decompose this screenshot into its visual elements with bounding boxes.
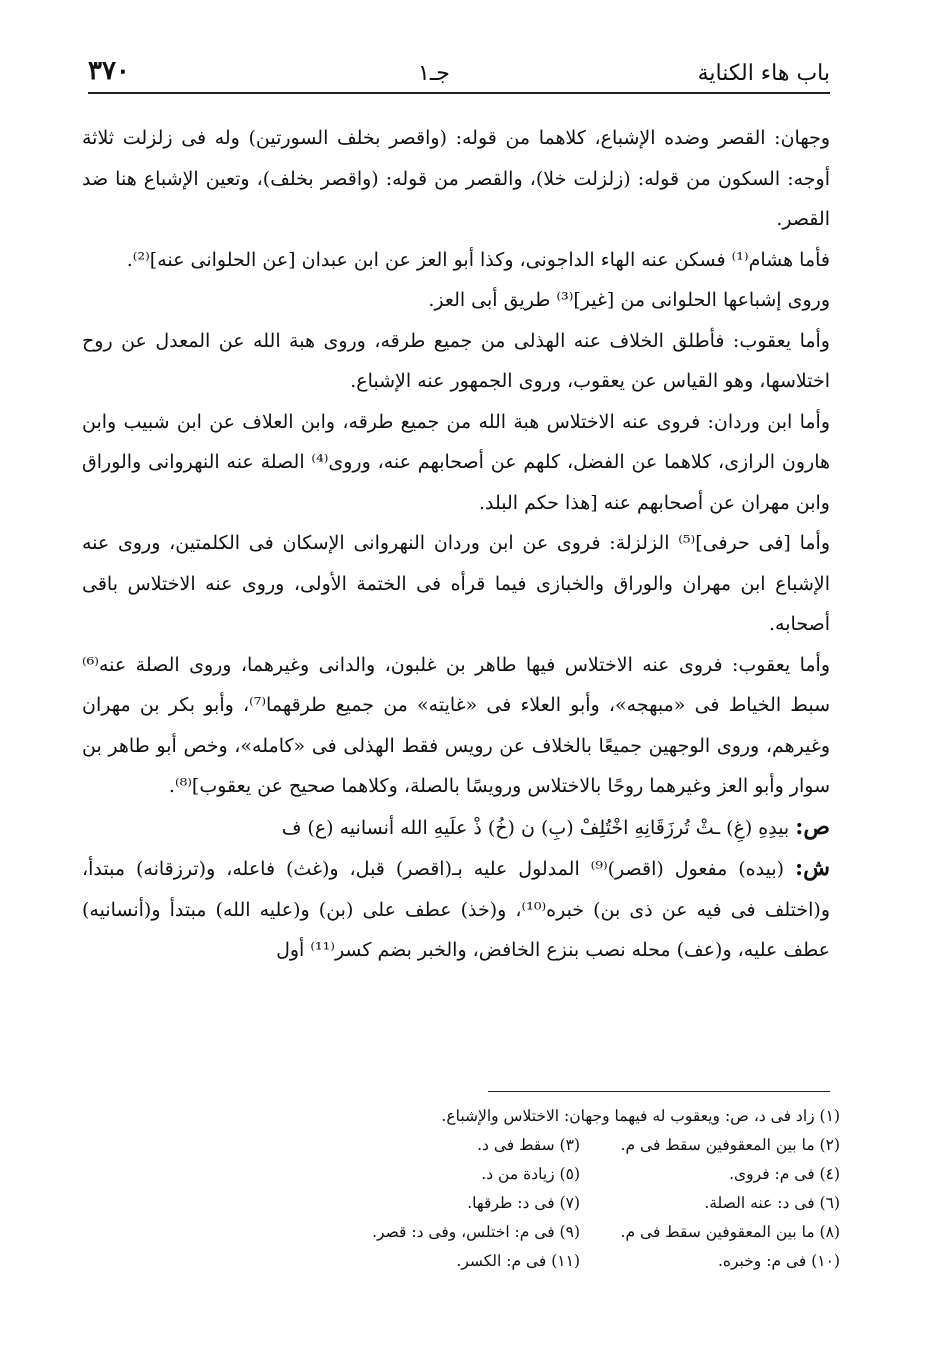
chapter-title: باب هاء الكناية [697,61,830,86]
footnote-divider [488,1091,830,1092]
footnote: (١٠) فى م: وخبره. [717,1252,840,1270]
footnote-row [150,1218,840,1247]
footnote: (٩) فى م: اختلس، وفى د: قصر. [372,1223,580,1241]
sharh-tag: ش: [795,855,830,881]
paragraph: وأما ابن وردان: فروى عنه الاختلاس هبة الله من جميع طرقه، وابن العلاف عن ابن شبيب وابن هارون الرازى، كلاهما عن الفضل، كلهم عن أصحابهم عنه، وروى⁽⁴⁾ الصلة عنه النهروانى والوراق وابن مهران عن أصحابهم عنه [هذا حكم البلد. [82,410,830,514]
paragraph: فأما هشام⁽¹⁾ فسكن عنه الهاء الداجونى، وكذا أبو العز عن ابن عبدان [عن الحلوانى عنه]⁽²⁾. [126,248,830,271]
paragraph: وجهان: القصر وضده الإشباع، كلاهما من قوله: (واقصر بخلف السورتين) وله فى زلزلت ثلاثة أوجه: السكون من قوله: (زلزلت خلا)، والقصر من قوله: (واقصر بخلف)، وتعين الإشباع هنا ضد القصر. [82,127,830,230]
page-header [88,56,830,94]
volume-label: جـ١ [418,61,450,86]
matn-verse [82,807,830,849]
footnotes [150,1102,840,1282]
paragraph: وأما يعقوب: فروى عنه الاختلاس فيها طاهر بن غلبون، والدانى وغيرهما، وروى الصلة عنه⁽⁶⁾ سبط الخياط فى «مبهجه»، وأبو العلاء فى «غايته» من جميع طرقهما⁽⁷⁾، وأبو بكر بن مهران وغيرهم، وروى الوجهين جميعًا بالخلاف عن رويس فقط الهذلى فى «كامله»، وخص أبو طاهر بن سوار وأبو العز وغيرهما روحًا بالاختلاس ورويسًا بالصلة، وكلاهما صحيح عن يعقوب]⁽⁸⁾. [82,653,830,797]
sharh-commentary [82,848,830,971]
footnote-row [150,1160,840,1189]
footnote: (٨) ما بين المعقوفين سقط فى م. [620,1223,840,1241]
footnote: (٤) فى م: فروى. [729,1165,840,1183]
footnote: (٥) زيادة من د. [481,1165,580,1183]
matn-text: بيدِهِ (غِ) ـثْ تُرزَقَانِهِ اخْتُلِفْ (بِ) ن (خُ) ذْ علَيهِ الله أنسانيه (ع) ف [281,816,790,839]
footnote: (٦) فى د: عنه الصلة. [704,1194,840,1212]
sharh-text: (بيده) مفعول (اقصر)⁽⁹⁾ المدلول عليه بـ(اقصر) قبل، و(غث) فاعله، و(ترزقانه) مبتدأ، و(اختلف فى فيه عن ذى بن) خبره⁽¹⁰⁾، و(خذ) عطف على (بن) و(عليه الله) مبتدأ و(أنسانيه) عطف عليه، و(عف) محله نصب بنزع الخافض، والخبر بضم كسر⁽¹¹⁾ أول [82,858,831,961]
footnote: (٧) فى د: طرقها. [467,1194,580,1212]
paragraph: وأما [فى حرفى]⁽⁵⁾ الزلزلة: فروى عن ابن وردان النهروانى الإسكان فى الكلمتين، وروى عنه الإشباع ابن مهران والوراق والخبازى فيما قرأه فى الختمة الأولى، وروى عنه الاختلاس باقى أصحابه. [82,532,830,635]
matn-tag: ص: [795,813,830,840]
footnote: (١١) فى م: الكسر. [456,1252,580,1270]
footnote-row [150,1189,840,1218]
paragraph: وروى إشباعها الحلوانى من [غير]⁽³⁾ طريق أبى العز. [428,289,830,311]
paragraph: وأما يعقوب: فأطلق الخلاف عنه الهذلى من جميع طرقه، وروى هبة الله عن المعدل عن روح اختلاسها، وهو القياس عن يعقوب، وروى الجمهور عنه الإشباع. [82,329,830,392]
footnote-row [150,1247,840,1276]
footnote: (٢) ما بين المعقوفين سقط فى م. [620,1136,840,1154]
footnote-row [150,1131,840,1160]
footnote: (٣) سقط فى د. [477,1136,580,1154]
footnote: (١) زاد فى د، ص: ويعقوب له فيهما وجهان: الاختلاس والإشباع. [441,1107,840,1125]
main-text [82,118,830,971]
page-number: ٣٧٠ [88,56,130,86]
